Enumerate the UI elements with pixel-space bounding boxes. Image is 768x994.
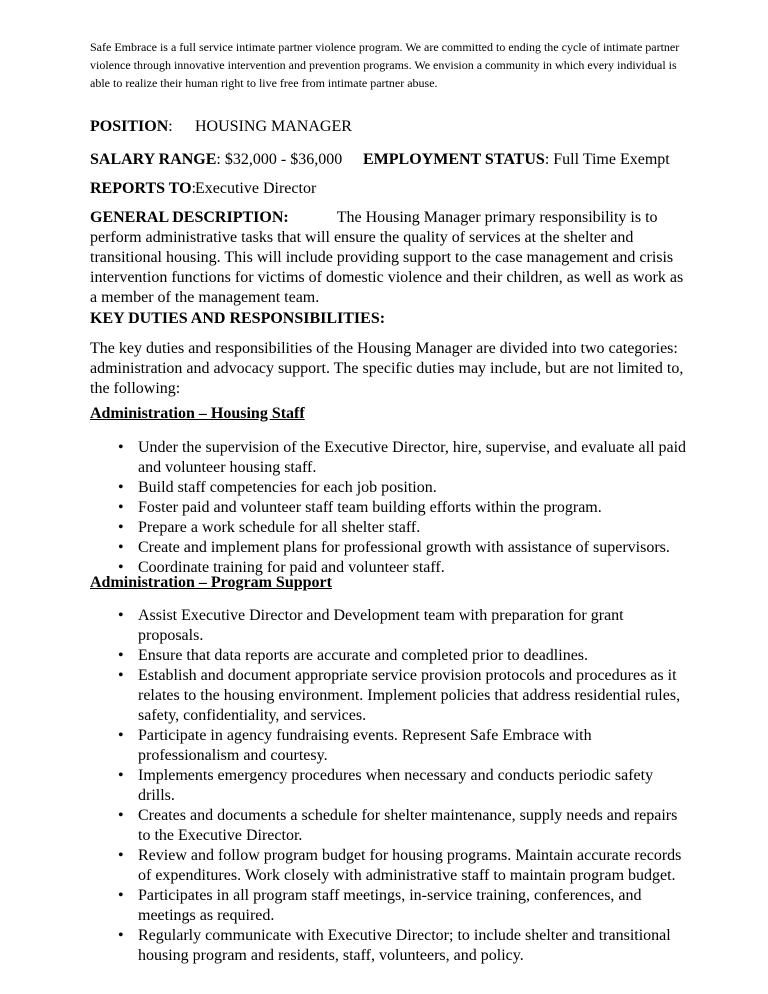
employment-status-value: Full Time Exempt [549,151,670,168]
reports-to-row [90,179,317,199]
list-item [90,726,690,766]
list-item-text: Establish and document appropriate service provision protocols and procedures as it relates to the housing environment. Implement policies that address residential rules, safety, confidentiality, and services. [138,667,681,724]
reports-to-label: REPORTS TO [90,180,192,197]
list-item [90,478,690,498]
program-support-list [90,606,690,966]
list-item-text: Regularly communicate with Executive Director; to include shelter and transitional housing program and residents, staff, volunteers, and policy. [138,927,671,964]
housing-staff-heading: Administration – Housing Staff [90,405,305,422]
list-item-text: Participates in all program staff meetings, in-service training, conferences, and meetings as required. [138,887,642,924]
list-item-text: Build staff competencies for each job position. [138,479,437,496]
bullet-icon: • [118,887,124,904]
employment-status-colon: : [544,151,550,168]
position-value: HOUSING MANAGER [195,118,352,135]
list-item [90,538,690,558]
bullet-icon: • [118,727,124,744]
list-item-text: Assist Executive Director and Development team with preparation for grant proposals. [138,607,624,644]
list-item [90,766,690,806]
list-item [90,666,690,726]
bullet-icon: • [118,847,124,864]
list-item [90,498,690,518]
general-description-label: GENERAL DESCRIPTION: [90,209,289,226]
list-item-text: Implements emergency procedures when necessary and conducts periodic safety drills. [138,767,654,804]
general-description-text: The Housing Manager primary responsibility is to perform administrative tasks that will ensure the quality of services at the shelter and transitional housing. This will include providing support to the case management and crisis intervention functions for victims of domestic violence and their children, as well as work as a member of the management team. [90,209,684,306]
reports-to-value: Executive Director [195,180,317,197]
list-item [90,518,690,538]
list-item [90,846,690,886]
bullet-icon: • [118,539,124,556]
list-item-text: Ensure that data reports are accurate and completed prior to deadlines. [138,647,589,664]
list-item [90,438,690,478]
reports-to-colon: : [191,180,196,197]
list-item-text: Prepare a work schedule for all shelter staff. [138,519,421,536]
general-description [90,208,690,308]
key-duties-text: The key duties and responsibilities of the Housing Manager are divided into two categories: administration and advocacy support. The specific duties may include, but are not limited to, the following: [90,340,684,397]
bullet-icon: • [118,647,124,664]
salary-value: $32,000 - $36,000 [224,151,343,168]
bullet-icon: • [118,479,124,496]
list-item [90,926,690,966]
list-item [90,606,690,646]
bullet-icon: • [118,499,124,516]
list-item-text: Coordinate training for paid and volunteer staff. [138,559,445,576]
salary-label: SALARY RANGE [90,151,217,168]
list-item-text: Create and implement plans for professional growth with assistance of supervisors. [138,539,670,556]
housing-staff-list [90,438,690,578]
program-support-heading: Administration – Program Support [90,574,332,591]
bullet-icon: • [118,807,124,824]
bullet-icon: • [118,519,124,536]
list-item [90,806,690,846]
bullet-icon: • [118,927,124,944]
organization-intro: Safe Embrace is a full service intimate partner violence program. We are committed to ending the cycle of intimate partner violence through innovative intervention and prevention programs. We envision a community in which every individual is able to realize their human right to live free from intimate partner abuse. [90,40,680,90]
list-item-text: Creates and documents a schedule for shelter maintenance, supply needs and repairs to the Executive Director. [138,807,678,844]
salary-row [90,150,342,170]
list-item [90,886,690,926]
employment-status-row [363,150,670,170]
salary-colon: : [216,151,221,168]
position-row [90,117,352,137]
list-item-text: Review and follow program budget for housing programs. Maintain accurate records of expenditures. Work closely with administrative staff to maintain program budget. [138,847,682,884]
list-item [90,646,690,666]
list-item-text: Foster paid and volunteer staff team building efforts within the program. [138,499,602,516]
bullet-icon: • [118,439,124,456]
bullet-icon: • [118,607,124,624]
bullet-icon: • [118,767,124,784]
list-item-text: Participate in agency fundraising events. Represent Safe Embrace with professionalism and courtesy. [138,727,592,764]
position-label: POSITION [90,118,169,135]
bullet-icon: • [118,667,124,684]
position-colon: : [168,118,173,135]
key-duties-heading: KEY DUTIES AND RESPONSIBILITIES: [90,310,386,327]
bullet-icon: • [118,559,124,576]
employment-status-label: EMPLOYMENT STATUS [363,151,545,168]
list-item-text: Under the supervision of the Executive Director, hire, supervise, and evaluate all paid and volunteer housing staff. [138,439,687,476]
